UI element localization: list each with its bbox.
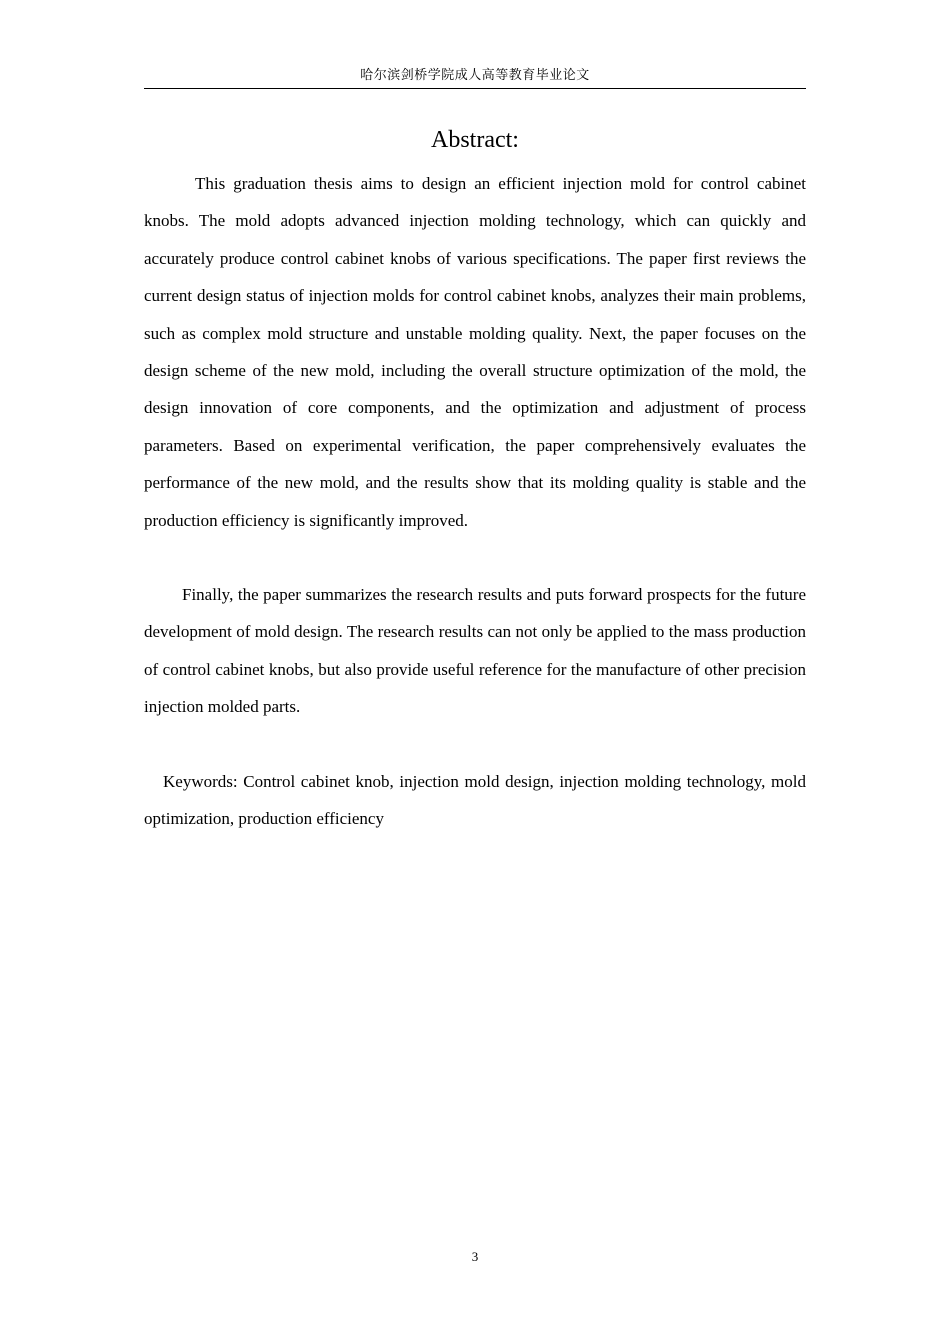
page-number: 3 xyxy=(471,1249,479,1264)
running-header: 哈尔滨剑桥学院成人高等教育毕业论文 xyxy=(360,67,590,82)
abstract-paragraph-1: This graduation thesis aims to design an efficient injection mold for control cabinet knobs. The mold adopts advanced injection molding technology, which can quickly and accurately produce control cabinet knobs of various specifications. The paper first reviews the current design status of injection molds for control cabinet knobs, analyzes their main problems, such as complex mold structure and unstable molding quality. Next, the paper focuses on the design scheme of the new mold, including the overall structure optimization of the mold, the design innovation of core components, and the optimization and adjustment of process parameters. Based on experimental verification, the paper comprehensively evaluates the performance of the new mold, and the results show that its molding quality is stable and the production efficiency is significantly improved. xyxy=(144,174,806,530)
header-divider xyxy=(144,88,806,89)
keywords-line: Keywords: Control cabinet knob, injection mold design, injection molding technology, mold optimization, production efficiency xyxy=(144,772,806,829)
abstract-paragraph-2: Finally, the paper summarizes the research results and puts forward prospects for the future development of mold design. The research results can not only be applied to the mass production of control cabinet knobs, but also provide useful reference for the manufacture of other precision injection molded parts. xyxy=(144,585,806,717)
abstract-title: Abstract: xyxy=(431,127,519,153)
